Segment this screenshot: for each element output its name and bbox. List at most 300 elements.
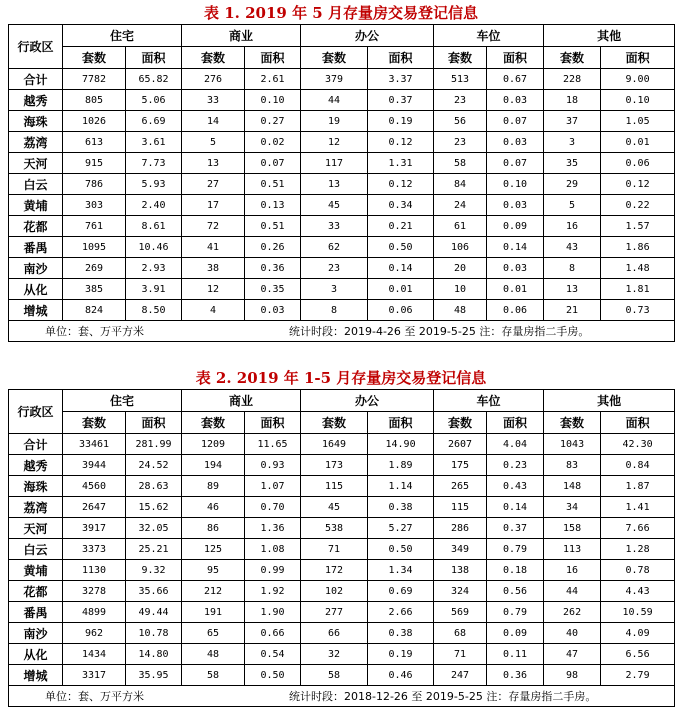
value-cell: 7.73 [126,153,182,174]
value-cell: 303 [63,195,126,216]
value-cell: 98 [544,665,601,686]
subheader-cell: 面积 [601,412,675,434]
value-cell: 1.41 [601,497,675,518]
footer-period: 统计时段：2019-4-26 至 2019-5-25 注：存量房指二手房。 [289,325,590,338]
value-cell: 1.31 [368,153,434,174]
footer-cell [9,321,675,342]
value-cell: 0.35 [245,279,301,300]
value-cell: 1.57 [601,216,675,237]
value-cell: 1.14 [368,476,434,497]
value-cell: 1130 [63,560,126,581]
value-cell: 0.10 [487,174,544,195]
value-cell: 4.04 [487,434,544,455]
table-row [9,300,675,321]
value-cell: 61 [434,216,487,237]
value-cell: 1.05 [601,111,675,132]
value-cell: 10 [434,279,487,300]
value-cell: 6.56 [601,644,675,665]
value-cell: 44 [544,581,601,602]
table-row [9,258,675,279]
table-row [9,434,675,455]
value-cell: 0.36 [245,258,301,279]
category-header: 车位 [434,390,544,412]
value-cell: 84 [434,174,487,195]
value-cell: 1.89 [368,455,434,476]
value-cell: 0.50 [368,539,434,560]
district-name: 增城 [9,665,63,686]
table-row [9,153,675,174]
value-cell: 46 [182,497,245,518]
value-cell: 1434 [63,644,126,665]
value-cell: 0.19 [368,644,434,665]
subheader-row [9,47,675,69]
value-cell: 8 [301,300,368,321]
value-cell: 6.69 [126,111,182,132]
value-cell: 0.79 [487,539,544,560]
value-cell: 5.93 [126,174,182,195]
value-cell: 0.78 [601,560,675,581]
value-cell: 1.34 [368,560,434,581]
footer-period: 统计时段：2018-12-26 至 2019-5-25 注：存量房指二手房。 [289,690,597,703]
subheader-cell: 面积 [245,47,301,69]
value-cell: 1.36 [245,518,301,539]
subheader-cell: 套数 [544,412,601,434]
value-cell: 33461 [63,434,126,455]
value-cell: 29 [544,174,601,195]
value-cell: 0.38 [368,497,434,518]
district-name: 越秀 [9,455,63,476]
value-cell: 58 [434,153,487,174]
value-cell: 158 [544,518,601,539]
value-cell: 65.82 [126,69,182,90]
value-cell: 68 [434,623,487,644]
value-cell: 1.90 [245,602,301,623]
value-cell: 1649 [301,434,368,455]
value-cell: 0.06 [601,153,675,174]
value-cell: 0.67 [487,69,544,90]
value-cell: 0.51 [245,174,301,195]
subheader-cell: 面积 [126,47,182,69]
value-cell: 0.03 [245,300,301,321]
value-cell: 58 [301,665,368,686]
value-cell: 786 [63,174,126,195]
district-name: 海珠 [9,476,63,497]
value-cell: 33 [301,216,368,237]
value-cell: 0.13 [245,195,301,216]
district-name: 黄埔 [9,195,63,216]
value-cell: 824 [63,300,126,321]
value-cell: 9.32 [126,560,182,581]
value-cell: 35.66 [126,581,182,602]
category-header: 办公 [301,25,434,47]
value-cell: 49.44 [126,602,182,623]
value-cell: 4.43 [601,581,675,602]
value-cell: 191 [182,602,245,623]
value-cell: 47 [544,644,601,665]
subheader-row [9,412,675,434]
value-cell: 4 [182,300,245,321]
value-cell: 0.73 [601,300,675,321]
value-cell: 0.01 [368,279,434,300]
value-cell: 0.66 [245,623,301,644]
footer-unit: 单位：套、万平方米 [45,325,144,338]
subheader-cell: 面积 [601,47,675,69]
value-cell: 0.54 [245,644,301,665]
value-cell: 0.51 [245,216,301,237]
value-cell: 0.70 [245,497,301,518]
table-row [9,497,675,518]
value-cell: 175 [434,455,487,476]
table-row [9,90,675,111]
category-header: 住宅 [63,390,182,412]
district-name: 合计 [9,69,63,90]
value-cell: 962 [63,623,126,644]
value-cell: 1.81 [601,279,675,300]
value-cell: 43 [544,237,601,258]
footer-cell [9,686,675,707]
value-cell: 0.84 [601,455,675,476]
table-row [9,518,675,539]
value-cell: 0.43 [487,476,544,497]
value-cell: 4.09 [601,623,675,644]
value-cell: 2.61 [245,69,301,90]
category-header: 住宅 [63,25,182,47]
value-cell: 10.59 [601,602,675,623]
value-cell: 1.48 [601,258,675,279]
value-cell: 13 [301,174,368,195]
value-cell: 89 [182,476,245,497]
value-cell: 349 [434,539,487,560]
value-cell: 385 [63,279,126,300]
category-header: 办公 [301,390,434,412]
value-cell: 3917 [63,518,126,539]
value-cell: 113 [544,539,601,560]
footer-unit: 单位：套、万平方米 [45,690,144,703]
table-row [9,644,675,665]
district-name: 天河 [9,518,63,539]
subheader-cell: 套数 [301,412,368,434]
value-cell: 106 [434,237,487,258]
value-cell: 0.10 [245,90,301,111]
value-cell: 16 [544,560,601,581]
header-row [9,390,675,412]
district-name: 黄埔 [9,560,63,581]
value-cell: 1026 [63,111,126,132]
value-cell: 8.61 [126,216,182,237]
value-cell: 1.86 [601,237,675,258]
district-name: 海珠 [9,111,63,132]
value-cell: 3 [301,279,368,300]
value-cell: 8 [544,258,601,279]
district-name: 花都 [9,216,63,237]
value-cell: 66 [301,623,368,644]
value-cell: 2607 [434,434,487,455]
value-cell: 513 [434,69,487,90]
value-cell: 19 [301,111,368,132]
value-cell: 5.06 [126,90,182,111]
table-row [9,279,675,300]
value-cell: 0.09 [487,623,544,644]
value-cell: 5 [182,132,245,153]
value-cell: 10.46 [126,237,182,258]
value-cell: 7782 [63,69,126,90]
value-cell: 0.10 [601,90,675,111]
value-cell: 16 [544,216,601,237]
footer-row [9,321,675,342]
value-cell: 1.92 [245,581,301,602]
value-cell: 1.87 [601,476,675,497]
value-cell: 45 [301,497,368,518]
value-cell: 805 [63,90,126,111]
value-cell: 42.30 [601,434,675,455]
value-cell: 0.26 [245,237,301,258]
value-cell: 27 [182,174,245,195]
value-cell: 247 [434,665,487,686]
table-1-title: 表 1. 2019 年 5 月存量房交易登记信息 [204,4,478,22]
value-cell: 613 [63,132,126,153]
value-cell: 194 [182,455,245,476]
value-cell: 3.91 [126,279,182,300]
value-cell: 23 [434,90,487,111]
value-cell: 0.37 [368,90,434,111]
value-cell: 0.14 [368,258,434,279]
header-row [9,25,675,47]
value-cell: 0.07 [245,153,301,174]
subheader-cell: 套数 [63,412,126,434]
category-header: 其他 [544,25,675,47]
value-cell: 4560 [63,476,126,497]
subheader-cell: 面积 [487,412,544,434]
table-row [9,476,675,497]
value-cell: 34 [544,497,601,518]
value-cell: 32 [301,644,368,665]
value-cell: 1.28 [601,539,675,560]
value-cell: 0.79 [487,602,544,623]
value-cell: 212 [182,581,245,602]
value-cell: 1.07 [245,476,301,497]
value-cell: 0.50 [245,665,301,686]
table-row [9,111,675,132]
value-cell: 1209 [182,434,245,455]
value-cell: 7.66 [601,518,675,539]
district-name: 增城 [9,300,63,321]
value-cell: 41 [182,237,245,258]
value-cell: 3 [544,132,601,153]
value-cell: 12 [182,279,245,300]
value-cell: 0.56 [487,581,544,602]
value-cell: 1.08 [245,539,301,560]
subheader-cell: 面积 [368,47,434,69]
value-cell: 0.23 [487,455,544,476]
value-cell: 0.38 [368,623,434,644]
value-cell: 138 [434,560,487,581]
value-cell: 33 [182,90,245,111]
subheader-cell: 面积 [487,47,544,69]
table-1-block [8,2,674,342]
value-cell: 83 [544,455,601,476]
value-cell: 71 [434,644,487,665]
value-cell: 28.63 [126,476,182,497]
value-cell: 0.06 [368,300,434,321]
value-cell: 0.03 [487,90,544,111]
table-2-title: 表 2. 2019 年 1-5 月存量房交易登记信息 [195,369,487,387]
subheader-cell: 面积 [368,412,434,434]
district-name: 荔湾 [9,497,63,518]
district-header: 行政区 [9,25,63,69]
value-cell: 4899 [63,602,126,623]
district-name: 花都 [9,581,63,602]
value-cell: 0.14 [487,497,544,518]
value-cell: 48 [434,300,487,321]
value-cell: 915 [63,153,126,174]
value-cell: 761 [63,216,126,237]
value-cell: 15.62 [126,497,182,518]
subheader-cell: 套数 [544,47,601,69]
category-header: 车位 [434,25,544,47]
value-cell: 0.07 [487,153,544,174]
value-cell: 0.99 [245,560,301,581]
value-cell: 37 [544,111,601,132]
table-2-block [8,367,674,707]
value-cell: 13 [182,153,245,174]
value-cell: 62 [301,237,368,258]
table-row [9,237,675,258]
category-header: 其他 [544,390,675,412]
value-cell: 286 [434,518,487,539]
value-cell: 277 [301,602,368,623]
district-name: 越秀 [9,90,63,111]
value-cell: 0.36 [487,665,544,686]
table-row [9,665,675,686]
value-cell: 569 [434,602,487,623]
value-cell: 173 [301,455,368,476]
value-cell: 0.27 [245,111,301,132]
value-cell: 72 [182,216,245,237]
value-cell: 228 [544,69,601,90]
value-cell: 2.40 [126,195,182,216]
value-cell: 65 [182,623,245,644]
district-name: 荔湾 [9,132,63,153]
value-cell: 8.50 [126,300,182,321]
subheader-cell: 套数 [434,412,487,434]
table-row [9,602,675,623]
value-cell: 0.93 [245,455,301,476]
table-row [9,581,675,602]
value-cell: 24 [434,195,487,216]
district-name: 合计 [9,434,63,455]
value-cell: 276 [182,69,245,90]
value-cell: 58 [182,665,245,686]
value-cell: 281.99 [126,434,182,455]
table-row [9,560,675,581]
value-cell: 148 [544,476,601,497]
value-cell: 71 [301,539,368,560]
value-cell: 2.93 [126,258,182,279]
value-cell: 1095 [63,237,126,258]
table-row [9,69,675,90]
table-row [9,132,675,153]
value-cell: 24.52 [126,455,182,476]
subheader-cell: 套数 [182,412,245,434]
district-name: 南沙 [9,258,63,279]
value-cell: 0.06 [487,300,544,321]
subheader-cell: 套数 [63,47,126,69]
subheader-cell: 面积 [126,412,182,434]
value-cell: 5 [544,195,601,216]
value-cell: 0.34 [368,195,434,216]
value-cell: 0.12 [368,174,434,195]
value-cell: 0.11 [487,644,544,665]
value-cell: 20 [434,258,487,279]
value-cell: 2.79 [601,665,675,686]
district-name: 南沙 [9,623,63,644]
district-name: 番禺 [9,237,63,258]
value-cell: 38 [182,258,245,279]
value-cell: 269 [63,258,126,279]
value-cell: 0.12 [368,132,434,153]
value-cell: 3278 [63,581,126,602]
value-cell: 262 [544,602,601,623]
value-cell: 538 [301,518,368,539]
subheader-cell: 套数 [301,47,368,69]
value-cell: 0.50 [368,237,434,258]
value-cell: 40 [544,623,601,644]
value-cell: 0.19 [368,111,434,132]
value-cell: 0.21 [368,216,434,237]
value-cell: 3317 [63,665,126,686]
table-row [9,623,675,644]
value-cell: 0.12 [601,174,675,195]
value-cell: 0.14 [487,237,544,258]
value-cell: 32.05 [126,518,182,539]
value-cell: 115 [301,476,368,497]
value-cell: 21 [544,300,601,321]
value-cell: 0.18 [487,560,544,581]
district-name: 天河 [9,153,63,174]
table-row [9,216,675,237]
value-cell: 0.01 [487,279,544,300]
value-cell: 115 [434,497,487,518]
table-row [9,455,675,476]
value-cell: 13 [544,279,601,300]
value-cell: 11.65 [245,434,301,455]
value-cell: 9.00 [601,69,675,90]
table-1 [8,24,675,342]
value-cell: 95 [182,560,245,581]
value-cell: 45 [301,195,368,216]
district-header: 行政区 [9,390,63,434]
value-cell: 0.69 [368,581,434,602]
value-cell: 379 [301,69,368,90]
value-cell: 44 [301,90,368,111]
value-cell: 18 [544,90,601,111]
value-cell: 0.02 [245,132,301,153]
district-name: 白云 [9,174,63,195]
value-cell: 35.95 [126,665,182,686]
value-cell: 172 [301,560,368,581]
category-header: 商业 [182,390,301,412]
value-cell: 1043 [544,434,601,455]
value-cell: 48 [182,644,245,665]
value-cell: 3373 [63,539,126,560]
category-header: 商业 [182,25,301,47]
value-cell: 23 [434,132,487,153]
footer-row [9,686,675,707]
district-name: 番禺 [9,602,63,623]
value-cell: 0.09 [487,216,544,237]
district-name: 白云 [9,539,63,560]
value-cell: 14 [182,111,245,132]
